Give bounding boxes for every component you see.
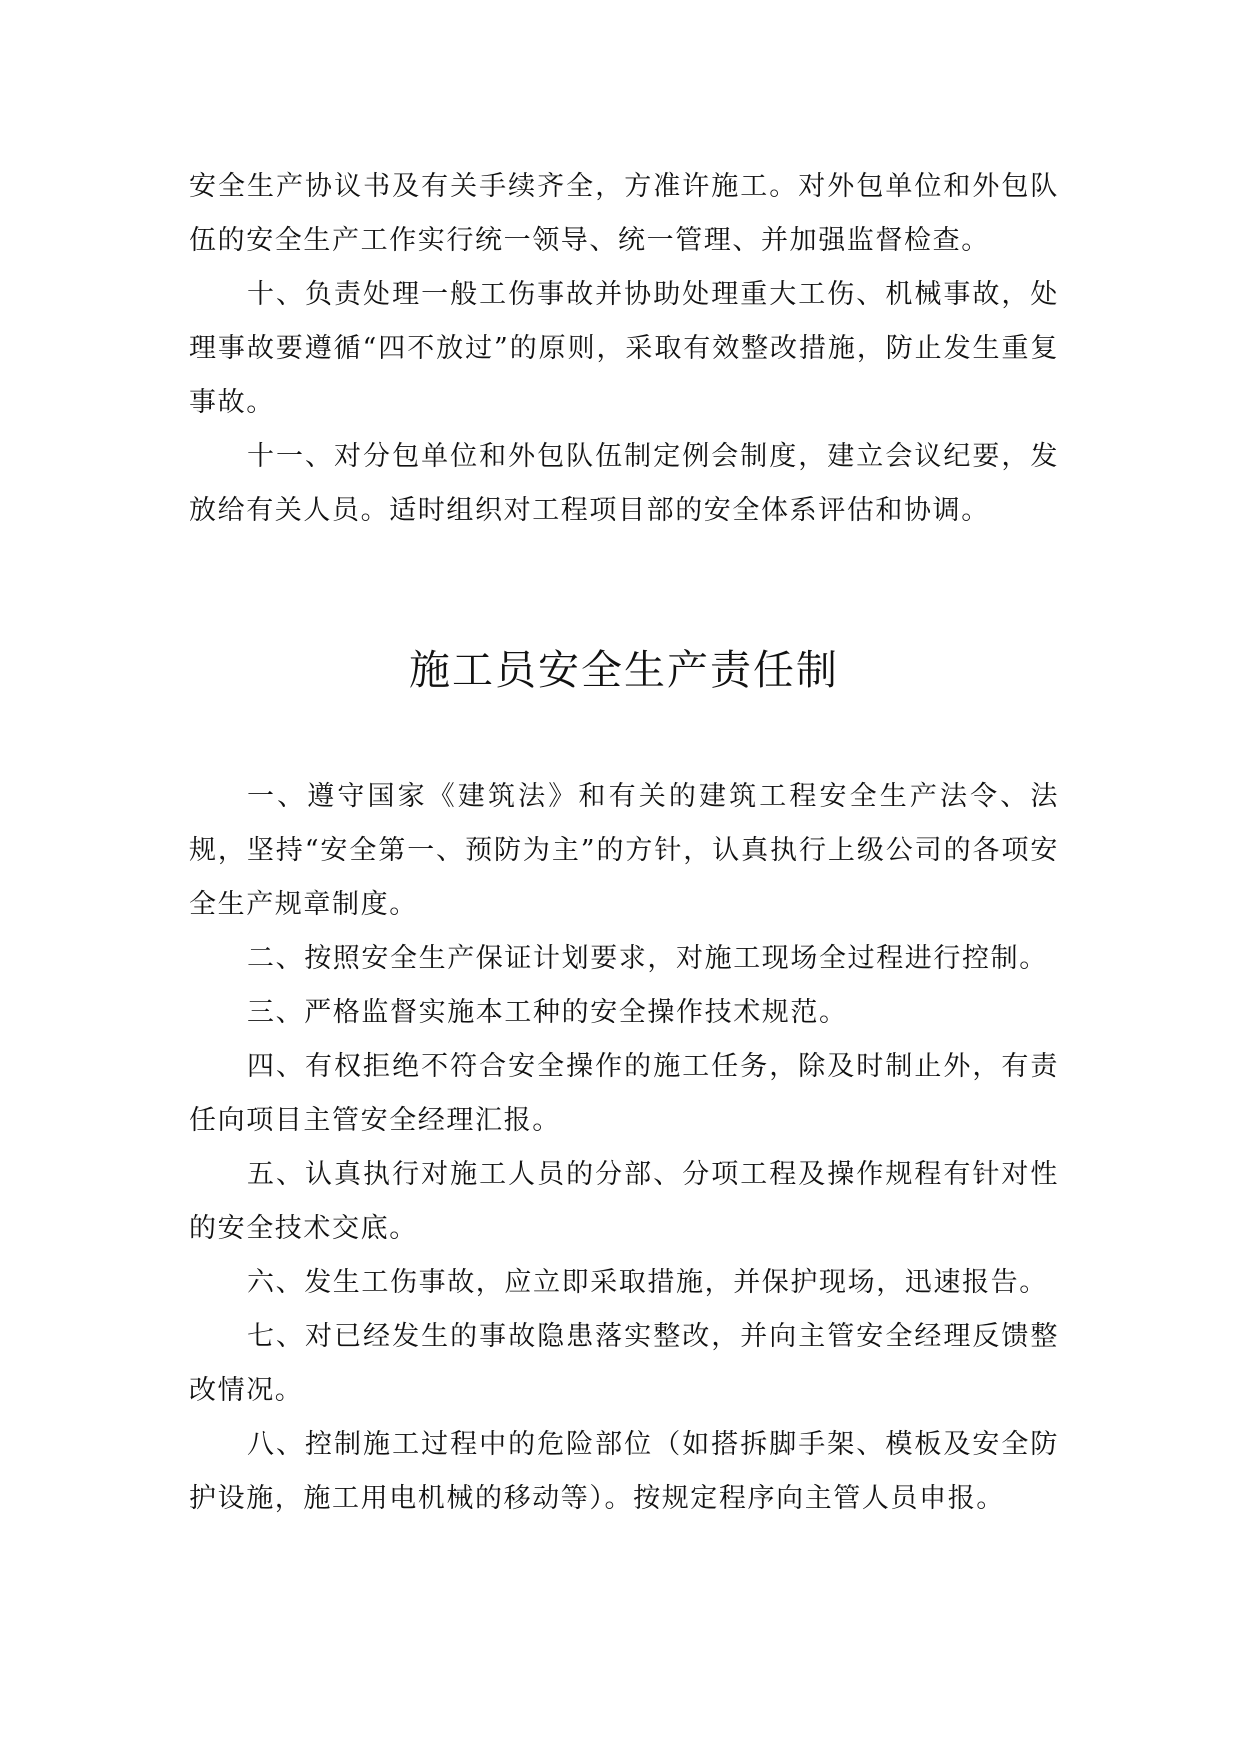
section-title: 施工员安全生产责任制 — [409, 646, 839, 694]
paragraph-item-11: 十一、对分包单位和外包队伍制定例会制度，建立会议纪要，发放给有关人员。适时组织对工程项目部的安全体系评估和协调。 — [189, 441, 1059, 526]
paragraph-item-7: 七、对已经发生的事故隐患落实整改，并向主管安全经理反馈整改情况。 — [189, 1321, 1059, 1406]
paragraph-item-4: 四、有权拒绝不符合安全操作的施工任务，除及时制止外，有责任向项目主管安全经理汇报。 — [189, 1051, 1059, 1136]
paragraph-item-10: 十、负责处理一般工伤事故并协助处理重大工伤、机械事故，处理事故要遵循“四不放过”的原则，采取有效整改措施，防止发生重复事故。 — [189, 279, 1059, 418]
paragraph-item-1: 一、遵守国家《建筑法》和有关的建筑工程安全生产法令、法规，坚持“安全第一、预防为主”的方针，认真执行上级公司的各项安全生产规章制度。 — [189, 781, 1059, 920]
paragraph-item-2: 二、按照安全生产保证计划要求，对施工现场全过程进行控制。 — [247, 943, 1048, 974]
paragraph-item-8: 八、控制施工过程中的危险部位（如搭拆脚手架、模板及安全防护设施，施工用电机械的移动等）。按规定程序向主管人员申报。 — [189, 1429, 1059, 1514]
paragraph-item-6: 六、发生工伤事故，应立即采取措施，并保护现场，迅速报告。 — [247, 1267, 1048, 1298]
paragraph-continuation: 安全生产协议书及有关手续齐全，方准许施工。对外包单位和外包队伍的安全生产工作实行统一领导、统一管理、并加强监督检查。 — [189, 171, 1059, 256]
paragraph-item-5: 五、认真执行对施工人员的分部、分项工程及操作规程有针对性的安全技术交底。 — [189, 1159, 1059, 1244]
document-body — [189, 160, 1059, 1526]
paragraph-item-3: 三、严格监督实施本工种的安全操作技术规范。 — [247, 997, 848, 1028]
